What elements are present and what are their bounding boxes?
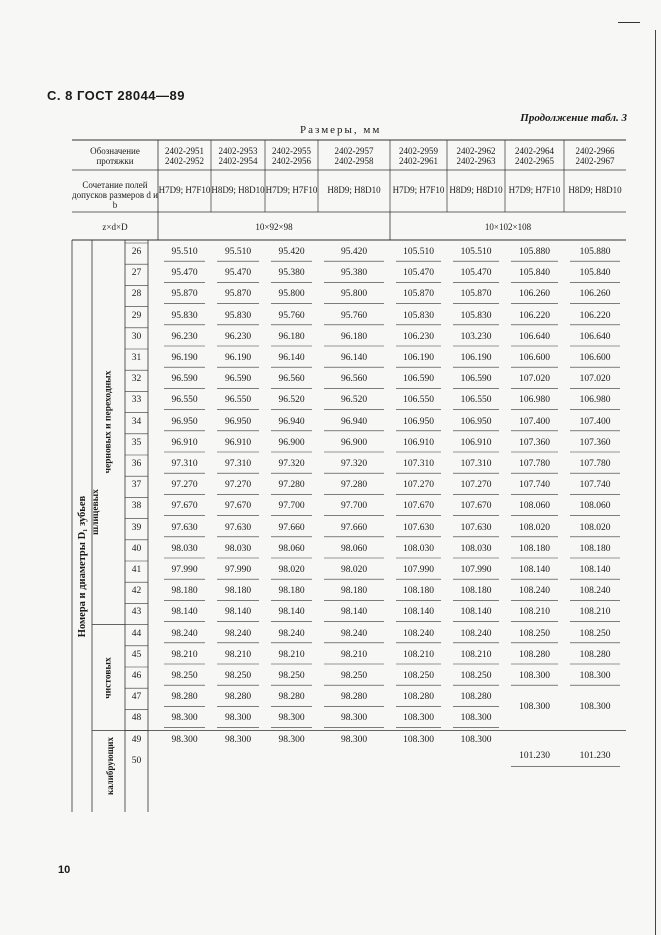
diameter-value: 105.470 xyxy=(403,268,434,279)
diameter-value: 106.230 xyxy=(403,331,434,342)
diameter-value: 106.640 xyxy=(519,331,550,342)
tooth-number: 36 xyxy=(131,459,142,469)
diameter-value: 98.280 xyxy=(171,692,198,703)
diameter-value: 96.550 xyxy=(224,395,252,406)
tooth-number: 50 xyxy=(131,755,142,766)
diameter-value: 107.780 xyxy=(579,459,611,469)
tooth-number: 26 xyxy=(131,247,142,257)
tooth-number: 29 xyxy=(131,310,142,321)
diameter-value: 108.240 xyxy=(403,628,434,639)
diameter-value: 98.210 xyxy=(278,649,305,660)
tooth-number: 42 xyxy=(131,586,142,597)
diameter-value: 101.230 xyxy=(579,750,611,761)
diameter-value: 106.980 xyxy=(519,395,550,406)
diameter-value: 98.020 xyxy=(340,565,368,575)
sizes-caption: Размеры, мм xyxy=(300,124,382,136)
designation-code: 2402-2956 xyxy=(272,156,311,166)
tolerance-combination: H8D9; H8D10 xyxy=(449,185,503,195)
diameter-value: 108.210 xyxy=(519,607,550,618)
diameter-value: 108.300 xyxy=(579,671,611,681)
tooth-number: 49 xyxy=(131,734,142,745)
designation-code: 2402-2958 xyxy=(334,156,374,166)
diameter-value: 108.140 xyxy=(579,565,611,575)
diameter-value: 98.240 xyxy=(171,628,198,639)
diameter-value: 108.250 xyxy=(403,671,434,681)
tooth-number: 46 xyxy=(131,671,142,681)
diameter-value: 97.320 xyxy=(278,459,305,469)
tolerance-combination: H8D9; H8D10 xyxy=(327,185,381,195)
diameter-value: 108.250 xyxy=(519,628,550,639)
tooth-number: 38 xyxy=(131,501,142,512)
diameter-value: 98.300 xyxy=(224,713,252,724)
diameter-value: 108.180 xyxy=(519,543,550,554)
diameter-value: 95.510 xyxy=(171,247,198,257)
diameter-value: 105.510 xyxy=(460,247,492,257)
diameter-value: 105.830 xyxy=(460,310,492,321)
diameter-value: 108.210 xyxy=(403,649,434,660)
diameter-value: 107.630 xyxy=(403,522,434,533)
diameter-value: 95.760 xyxy=(340,310,368,321)
diameter-value: 107.360 xyxy=(519,437,550,448)
diameter-value: 97.310 xyxy=(171,459,198,469)
diameter-value: 106.550 xyxy=(403,395,434,406)
diameter-value: 98.300 xyxy=(224,734,252,745)
diameter-value: 108.140 xyxy=(519,565,550,575)
side-label-calibrating: калибрующих xyxy=(104,737,115,796)
diameter-value: 97.630 xyxy=(224,522,252,533)
designation-code: 2402-2951 xyxy=(165,146,204,156)
diameter-value: 98.020 xyxy=(278,565,305,575)
diameter-value: 96.190 xyxy=(224,353,252,363)
designation-code: 2402-2967 xyxy=(575,156,615,166)
diameter-value: 97.320 xyxy=(340,459,368,469)
tooth-number: 35 xyxy=(131,437,142,448)
diameter-value: 108.060 xyxy=(519,501,550,512)
diameter-value: 106.190 xyxy=(403,353,434,363)
side-label-rough: черновых и переходных xyxy=(102,370,113,474)
tolerance-combination: H8D9; H8D10 xyxy=(211,185,265,195)
diameter-value: 107.780 xyxy=(519,459,550,469)
diameter-value: 98.180 xyxy=(171,586,198,597)
size-98: 10×92×98 xyxy=(255,222,293,232)
diameter-value: 98.140 xyxy=(171,607,198,618)
diameter-value: 98.030 xyxy=(171,543,198,554)
diameter-value: 95.380 xyxy=(340,268,368,279)
side-label-finish: чистовых xyxy=(103,656,114,699)
tooth-number: 28 xyxy=(131,289,142,300)
diameter-value: 95.510 xyxy=(224,247,252,257)
diameter-value: 108.240 xyxy=(460,628,492,639)
diameter-value: 95.470 xyxy=(224,268,252,279)
designation-code: 2402-2959 xyxy=(399,146,438,156)
diameter-value: 108.210 xyxy=(579,607,611,618)
diameter-value: 98.140 xyxy=(340,607,368,618)
diameter-value: 96.910 xyxy=(171,437,198,448)
diameter-value: 108.300 xyxy=(460,713,492,724)
diameter-value: 96.550 xyxy=(171,395,198,406)
combination-head: Сочетание полей допусков размеров d и b xyxy=(72,180,158,210)
diameter-value: 98.060 xyxy=(340,543,368,554)
diameter-value: 98.280 xyxy=(224,692,252,703)
tooth-number: 30 xyxy=(131,331,142,342)
diameter-value: 96.940 xyxy=(278,416,305,427)
diameter-value: 106.980 xyxy=(579,395,611,406)
diameter-value: 97.280 xyxy=(278,480,305,491)
tooth-number: 32 xyxy=(131,374,142,385)
diameter-value: 106.550 xyxy=(460,395,492,406)
diameter-value: 98.210 xyxy=(171,649,198,660)
diameter-value: 98.240 xyxy=(224,628,252,639)
diameter-value: 105.870 xyxy=(403,289,434,300)
diameter-value: 101.230 xyxy=(519,750,550,761)
diameter-value: 107.270 xyxy=(460,480,492,491)
diameter-value: 107.020 xyxy=(579,374,611,385)
tolerance-combination: H7D9; H7F10 xyxy=(508,185,561,195)
diameter-value: 107.990 xyxy=(403,565,434,575)
diameter-value: 98.300 xyxy=(340,713,368,724)
diameter-value: 96.140 xyxy=(278,353,305,363)
diameter-value: 98.300 xyxy=(278,713,305,724)
tooth-number: 45 xyxy=(131,649,142,660)
diameter-value: 98.060 xyxy=(278,543,305,554)
side-label-splined: шлицевых xyxy=(90,489,101,536)
diameter-value: 98.140 xyxy=(278,607,305,618)
diameter-value: 95.470 xyxy=(171,268,198,279)
diameter-value: 96.190 xyxy=(171,353,198,363)
diameter-value: 108.020 xyxy=(519,522,550,533)
designation-code: 2402-2966 xyxy=(575,146,615,156)
diameter-value: 96.590 xyxy=(224,374,252,385)
diameter-value: 97.990 xyxy=(171,565,198,575)
tooth-number: 40 xyxy=(131,543,142,554)
diameter-value: 108.300 xyxy=(579,702,611,713)
diameter-value: 106.220 xyxy=(579,310,611,321)
diameter-value: 98.300 xyxy=(171,713,198,724)
diameter-value: 98.300 xyxy=(171,734,198,745)
diameter-value: 96.910 xyxy=(224,437,252,448)
diameter-value: 98.280 xyxy=(340,692,368,703)
diameter-value: 98.180 xyxy=(278,586,305,597)
diameter-value: 103.230 xyxy=(460,331,492,342)
diameter-value: 107.670 xyxy=(460,501,492,512)
diameter-value: 108.250 xyxy=(579,628,611,639)
diameter-value: 97.270 xyxy=(171,480,198,491)
diameter-value: 96.230 xyxy=(224,331,252,342)
diameter-value: 95.380 xyxy=(278,268,305,279)
diameter-value: 96.560 xyxy=(340,374,368,385)
diameter-value: 108.300 xyxy=(460,734,492,745)
tooth-number: 31 xyxy=(131,353,142,363)
diameter-value: 108.210 xyxy=(460,649,492,660)
continuation-label: Продолжение табл. 3 xyxy=(520,112,627,124)
diameter-value: 106.600 xyxy=(519,353,550,363)
diameter-value: 95.760 xyxy=(278,310,305,321)
tooth-number: 39 xyxy=(131,522,142,533)
diameter-value: 98.240 xyxy=(278,628,305,639)
page-number: 10 xyxy=(58,864,71,876)
diameter-value: 96.140 xyxy=(340,353,368,363)
diameter-value: 98.250 xyxy=(224,671,252,681)
diameter-value: 106.590 xyxy=(460,374,492,385)
diameter-value: 106.260 xyxy=(579,289,611,300)
diameter-value: 105.870 xyxy=(460,289,492,300)
diameter-value: 95.800 xyxy=(278,289,305,300)
diameter-value: 106.600 xyxy=(579,353,611,363)
diameter-value: 96.950 xyxy=(171,416,198,427)
diameter-value: 108.280 xyxy=(460,692,492,703)
diameter-value: 108.180 xyxy=(579,543,611,554)
diameter-value: 97.270 xyxy=(224,480,252,491)
diameter-value: 107.310 xyxy=(403,459,434,469)
tooth-number: 47 xyxy=(131,692,142,703)
designation-code: 2402-2962 xyxy=(456,146,496,156)
designation-code: 2402-2952 xyxy=(165,156,204,166)
diameter-value: 108.300 xyxy=(519,671,550,681)
tooth-number: 48 xyxy=(131,713,142,724)
diameter-value: 98.280 xyxy=(278,692,305,703)
diameter-value: 96.950 xyxy=(224,416,252,427)
diameter-value: 97.310 xyxy=(224,459,252,469)
diameter-value: 96.520 xyxy=(278,395,305,406)
diameter-value: 106.260 xyxy=(519,289,550,300)
diameter-value: 98.300 xyxy=(278,734,305,745)
diameter-value: 108.180 xyxy=(403,586,434,597)
diameter-value: 105.840 xyxy=(579,268,611,279)
diameter-value: 105.880 xyxy=(579,247,611,257)
diameter-value: 108.300 xyxy=(403,713,434,724)
tolerance-combination: H8D9; H8D10 xyxy=(568,185,622,195)
diameter-value: 108.060 xyxy=(579,501,611,512)
diameter-value: 97.280 xyxy=(340,480,368,491)
diameter-value: 96.180 xyxy=(340,331,368,342)
diameter-value: 98.210 xyxy=(224,649,252,660)
tooth-number: 33 xyxy=(131,395,142,406)
diameter-value: 105.840 xyxy=(519,268,550,279)
diameter-value: 108.140 xyxy=(403,607,434,618)
diameter-value: 98.250 xyxy=(340,671,368,681)
diameter-value: 108.240 xyxy=(519,586,550,597)
diameter-value: 108.300 xyxy=(519,702,550,713)
diameter-value: 106.950 xyxy=(460,416,492,427)
diameter-value: 98.250 xyxy=(278,671,305,681)
diameter-value: 108.300 xyxy=(403,734,434,745)
diameter-value: 106.220 xyxy=(519,310,550,321)
diameter-value: 97.660 xyxy=(340,522,368,533)
diameter-value: 96.900 xyxy=(278,437,305,448)
diameter-value: 108.020 xyxy=(579,522,611,533)
page-header: С. 8 ГОСТ 28044—89 xyxy=(47,88,185,103)
diameter-value: 108.030 xyxy=(460,543,492,554)
diameter-value: 106.190 xyxy=(460,353,492,363)
diameter-value: 96.940 xyxy=(340,416,368,427)
tooth-number: 37 xyxy=(131,480,142,491)
size-head: z×d×D xyxy=(102,222,128,232)
diameter-value: 95.870 xyxy=(224,289,252,300)
diameter-value: 105.470 xyxy=(460,268,492,279)
diameter-value: 98.030 xyxy=(224,543,252,554)
diameter-value: 108.280 xyxy=(403,692,434,703)
tolerance-combination: H7D9; H7F10 xyxy=(265,185,318,195)
diameter-value: 107.360 xyxy=(579,437,611,448)
designation-code: 2402-2955 xyxy=(272,146,311,156)
tolerance-combination: H7D9; H7F10 xyxy=(158,185,211,195)
tooth-number: 43 xyxy=(131,607,142,618)
designation-code: 2402-2965 xyxy=(515,156,554,166)
diameter-value: 96.560 xyxy=(278,374,305,385)
side-label-main: Номера и диаметры D₁ зубьев xyxy=(76,495,88,637)
diameter-value: 108.030 xyxy=(403,543,434,554)
diameter-value: 95.420 xyxy=(340,247,368,257)
diameter-value: 106.910 xyxy=(460,437,492,448)
diameter-value: 97.670 xyxy=(171,501,198,512)
diameter-value: 97.630 xyxy=(171,522,198,533)
designation-code: 2402-2961 xyxy=(399,156,438,166)
tooth-number: 44 xyxy=(131,628,142,639)
designation-code: 2402-2953 xyxy=(218,146,258,156)
diameter-value: 97.700 xyxy=(278,501,305,512)
diameter-value: 105.510 xyxy=(403,247,434,257)
diameter-value: 106.640 xyxy=(579,331,611,342)
designation-code: 2402-2963 xyxy=(456,156,496,166)
tooth-number: 41 xyxy=(131,565,142,575)
diameter-value: 98.300 xyxy=(340,734,368,745)
diameter-value: 95.800 xyxy=(340,289,368,300)
diameter-value: 106.950 xyxy=(403,416,434,427)
diameter-value: 108.240 xyxy=(579,586,611,597)
diameter-value: 107.670 xyxy=(403,501,434,512)
diameter-value: 108.280 xyxy=(579,649,611,660)
diameter-value: 95.870 xyxy=(171,289,198,300)
diameter-value: 98.250 xyxy=(171,671,198,681)
diameter-value: 107.740 xyxy=(519,480,550,491)
diameter-value: 98.210 xyxy=(340,649,368,660)
diameter-value: 98.140 xyxy=(224,607,252,618)
tooth-number: 34 xyxy=(131,416,142,427)
diameter-value: 96.900 xyxy=(340,437,368,448)
diameter-value: 96.230 xyxy=(171,331,198,342)
diameter-value: 96.590 xyxy=(171,374,198,385)
designation-head: Обозначение протяжки xyxy=(90,146,140,166)
diameter-value: 108.140 xyxy=(460,607,492,618)
size-108: 10×102×108 xyxy=(484,222,532,232)
diameter-value: 107.270 xyxy=(403,480,434,491)
designation-code: 2402-2957 xyxy=(334,146,374,156)
diameter-value: 95.420 xyxy=(278,247,305,257)
diameter-value: 105.880 xyxy=(519,247,550,257)
diameter-value: 96.180 xyxy=(278,331,305,342)
diameter-value: 108.250 xyxy=(460,671,492,681)
diameter-value: 105.830 xyxy=(403,310,434,321)
diameter-value: 107.020 xyxy=(519,374,550,385)
diameter-value: 97.660 xyxy=(278,522,305,533)
diameter-value: 107.310 xyxy=(460,459,492,469)
diameter-value: 98.180 xyxy=(224,586,252,597)
diameter-value: 97.670 xyxy=(224,501,252,512)
diameter-value: 107.990 xyxy=(460,565,492,575)
diameter-value: 107.740 xyxy=(579,480,611,491)
diameter-value: 106.590 xyxy=(403,374,434,385)
diameter-value: 96.520 xyxy=(340,395,368,406)
diameter-value: 107.630 xyxy=(460,522,492,533)
diameter-value: 98.240 xyxy=(340,628,368,639)
diameter-value: 97.990 xyxy=(224,565,252,575)
diameter-value: 95.830 xyxy=(171,310,198,321)
diameter-value: 106.910 xyxy=(403,437,434,448)
diameter-value: 107.400 xyxy=(519,416,550,427)
diameter-value: 95.830 xyxy=(224,310,252,321)
diameter-value: 108.180 xyxy=(460,586,492,597)
diameter-value: 108.280 xyxy=(519,649,550,660)
tooth-number: 27 xyxy=(131,268,142,279)
tolerance-combination: H7D9; H7F10 xyxy=(392,185,445,195)
designation-code: 2402-2964 xyxy=(515,146,554,156)
diameter-value: 98.180 xyxy=(340,586,368,597)
diameter-value: 97.700 xyxy=(340,501,368,512)
diameter-value: 107.400 xyxy=(579,416,611,427)
designation-code: 2402-2954 xyxy=(218,156,258,166)
